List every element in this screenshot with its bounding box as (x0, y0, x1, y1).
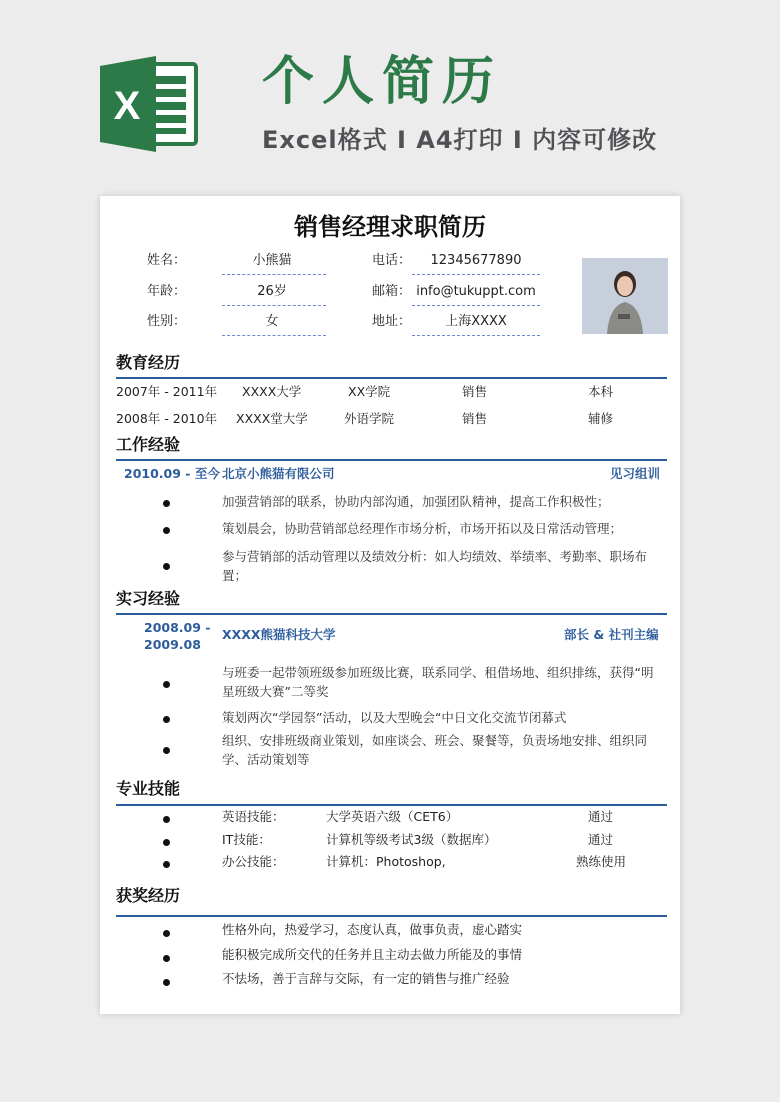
bullet-icon (163, 930, 170, 937)
section-divider (116, 804, 667, 806)
bullet-icon (163, 747, 170, 754)
skill-level: 熟练使用 (576, 854, 627, 869)
name-value: 小熊猫 (252, 253, 292, 268)
skill-level: 通过 (588, 832, 614, 847)
section-divider (116, 459, 667, 461)
section-divider (116, 377, 667, 379)
work-item: 参与营销部的活动管理以及绩效分析：如人均绩效、举绩率、考勤率、职场布置； (222, 549, 648, 583)
work-item: 策划晨会，协助营销部总经理作市场分析，市场开拓以及日常活动管理； (222, 521, 623, 536)
name-label: 姓名： (147, 253, 187, 268)
award-item: 能积极完成所交代的任务并且主动去做力所能及的事情 (222, 947, 523, 962)
edu-date: 2007年 - 2011年 (116, 384, 218, 399)
bullet-icon (163, 500, 170, 507)
edu-college: XX学院 (348, 384, 391, 399)
skill-detail: 大学英语六级（CET6） (326, 809, 459, 824)
intern-role: 部长 & 社刊主编 (564, 627, 659, 642)
intern-date-end: 2009.08 (144, 637, 201, 652)
email-label: 邮箱： (372, 284, 412, 299)
work-item: 加强营销部的联系，协助内部沟通，加强团队精神，提高工作积极性； (222, 494, 610, 509)
profile-photo (582, 258, 668, 334)
edu-degree: 本科 (588, 384, 614, 399)
bullet-icon (163, 716, 170, 723)
edu-school: XXXX堂大学 (236, 411, 308, 426)
edu-date: 2008年 - 2010年 (116, 411, 218, 426)
awards-title: 获奖经历 (116, 886, 181, 905)
skills-title: 专业技能 (116, 779, 181, 798)
edu-school: XXXX大学 (242, 384, 302, 399)
bullet-icon (163, 816, 170, 823)
age-label: 年龄： (147, 284, 187, 299)
work-date: 2010.09 - 至今 (124, 466, 220, 481)
banner-subtitle: Excel格式 I A4打印 I 内容可修改 (262, 126, 658, 154)
phone-value: 12345677890 (430, 253, 522, 268)
intern-item: 策划两次“学园祭”活动，以及大型晚会“中日文化交流节闭幕式 (222, 710, 567, 725)
skill-name: IT技能： (222, 832, 271, 847)
intern-date-start: 2008.09 - (144, 620, 211, 635)
edu-degree: 辅修 (588, 411, 614, 426)
bullet-icon (163, 861, 170, 868)
divider (412, 335, 540, 336)
skill-detail: 计算机等级考试3级（数据库） (326, 832, 497, 847)
edu-college: 外语学院 (344, 411, 395, 426)
intern-item: 组织、安排班级商业策划，如座谈会、班会、聚餐等，负责场地安排、组织同学、活动策划等 (222, 733, 648, 767)
work-role: 见习组训 (610, 466, 661, 481)
address-value: 上海XXXX (445, 314, 507, 329)
edu-major: 销售 (462, 384, 488, 399)
education-title: 教育经历 (116, 353, 181, 372)
resume-page (100, 196, 680, 1014)
bullet-icon (163, 839, 170, 846)
bullet-icon (163, 955, 170, 962)
divider (412, 305, 540, 306)
intern-item: 与班委一起带领班级参加班级比赛，联系同学、租借场地、组织排练，获得“明星班级大赛”二等奖 (222, 665, 654, 699)
work-title: 工作经验 (116, 435, 181, 454)
skill-name: 英语技能： (222, 809, 285, 824)
divider (222, 274, 326, 275)
section-divider (116, 613, 667, 615)
edu-major: 销售 (462, 411, 488, 426)
divider (222, 335, 326, 336)
excel-logo-letter: X (113, 84, 141, 128)
address-label: 地址： (372, 314, 412, 329)
bullet-icon (163, 979, 170, 986)
intern-title: 实习经验 (116, 589, 181, 608)
age-value: 26岁 (257, 284, 287, 299)
divider (412, 274, 540, 275)
email-value: info@tukuppt.com (416, 284, 536, 299)
gender-label: 性别： (147, 314, 187, 329)
divider (222, 305, 326, 306)
intern-org: XXXX熊猫科技大学 (222, 627, 336, 642)
bullet-icon (163, 681, 170, 688)
resume-title: 销售经理求职简历 (294, 213, 486, 241)
skill-detail: 计算机：Photoshop, (326, 854, 446, 869)
skill-name: 办公技能： (222, 854, 285, 869)
skill-level: 通过 (588, 809, 614, 824)
award-item: 性格外向，热爱学习，态度认真，做事负责，虚心踏实 (222, 922, 523, 937)
excel-logo-icon (100, 56, 200, 152)
section-divider (116, 915, 667, 917)
gender-value: 女 (265, 314, 279, 329)
bullet-icon (163, 527, 170, 534)
banner-title: 个人简历 (262, 52, 503, 112)
bullet-icon (163, 563, 170, 570)
phone-label: 电话： (372, 253, 412, 268)
award-item: 不怯场，善于言辞与交际，有一定的销售与推广经验 (222, 971, 510, 986)
work-company: 北京小熊猫有限公司 (222, 466, 335, 481)
